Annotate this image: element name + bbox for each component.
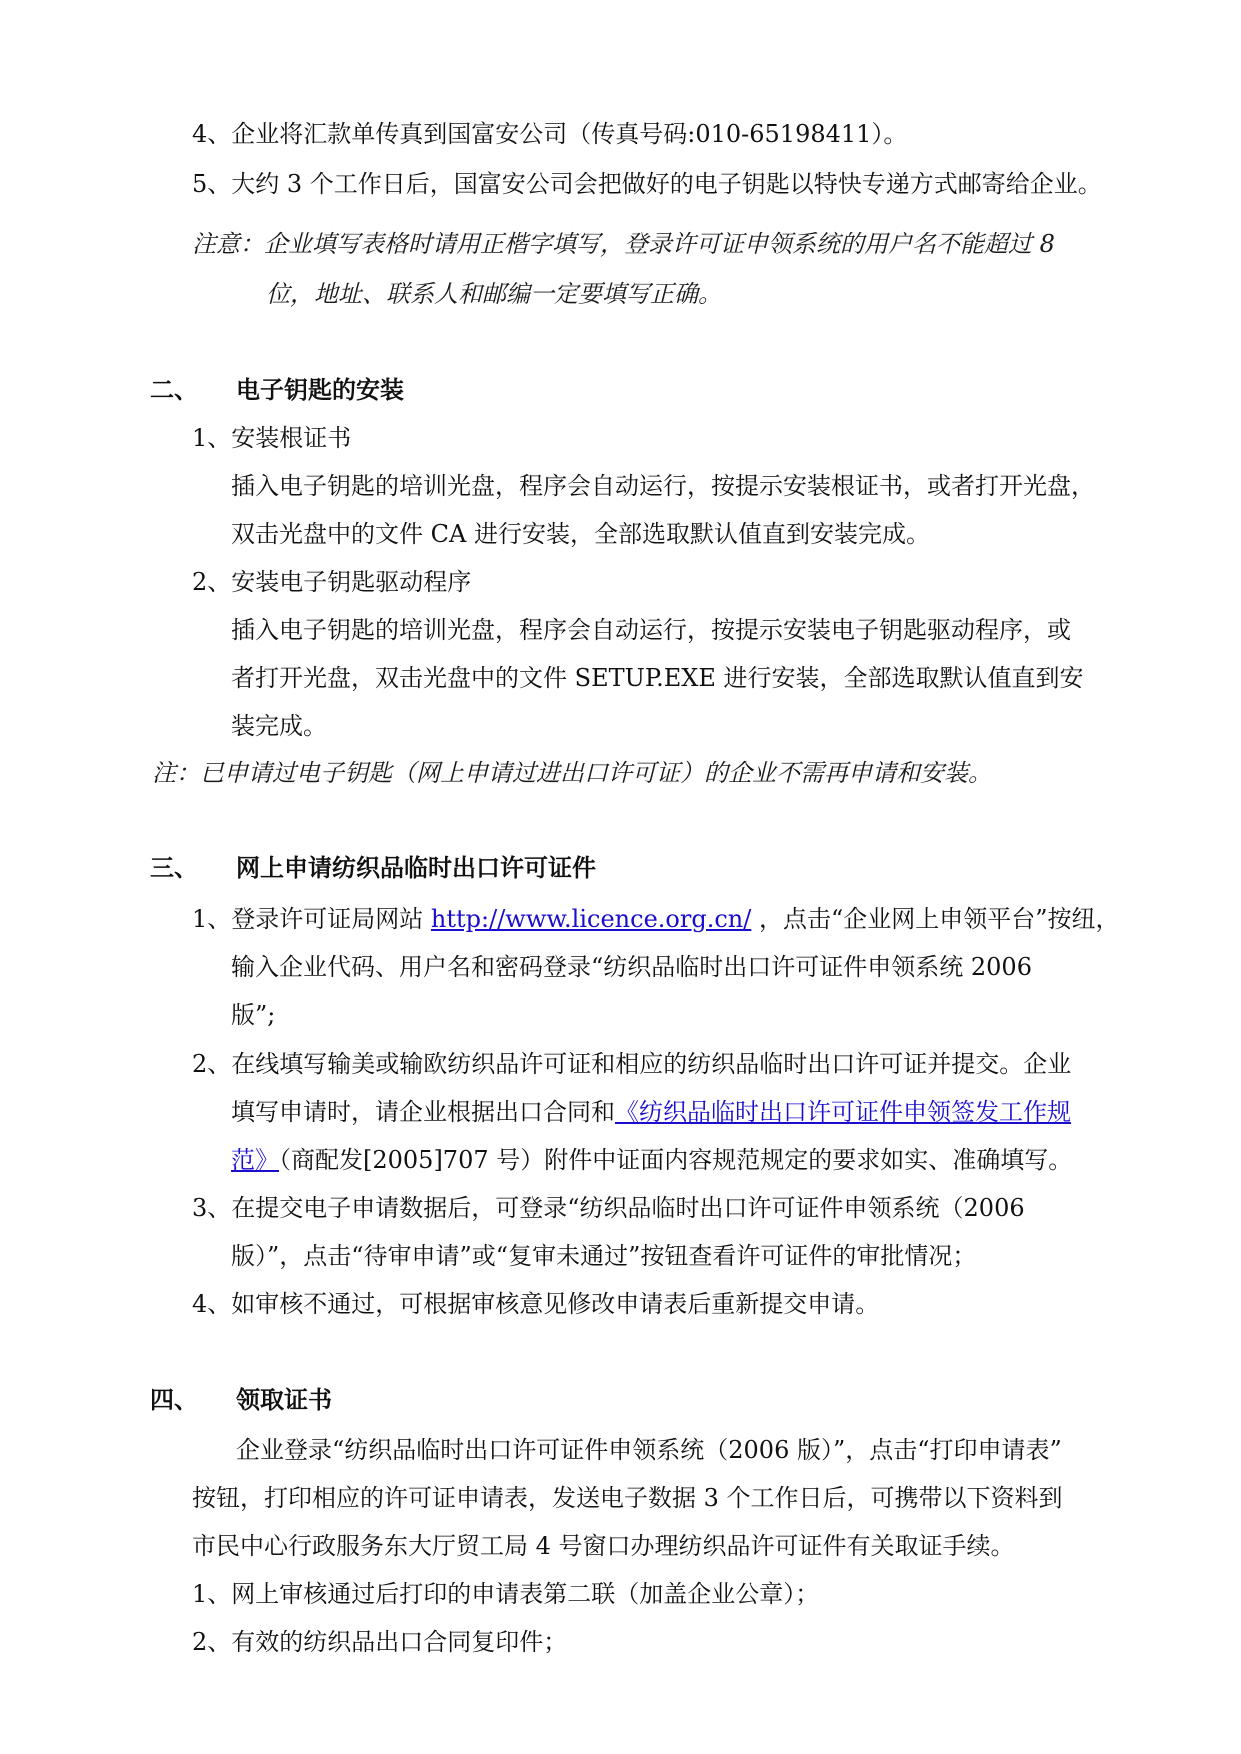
section2-item1-title: 1、安装根证书 — [192, 424, 352, 452]
section3-item2-line3-suffix: （商配发[2005]707 号）附件中证面内容规范规定的要求如实、准确填写。 — [279, 1146, 1073, 1174]
section4-para-line2: 按钮，打印相应的许可证申请表，发送电子数据 3 个工作日后，可携带以下资料到 — [192, 1484, 1063, 1512]
section2-item2-title: 2、安装电子钥匙驱动程序 — [192, 568, 472, 596]
section1-note-line1: 注意：企业填写表格时请用正楷字填写，登录许可证申领系统的用户名不能超过 8 — [192, 230, 1055, 258]
section3-item2-line1: 2、在线填写输美或输欧纺织品许可证和相应的纺织品临时出口许可证并提交。企业 — [192, 1050, 1072, 1078]
section3-heading — [150, 852, 596, 884]
section4-item2: 2、有效的纺织品出口合同复印件； — [192, 1628, 568, 1656]
section3-item2-line2 — [231, 1096, 1071, 1128]
section3-item2-line2-prefix: 填写申请时，请企业根据出口合同和 — [231, 1098, 615, 1126]
section2-title: 电子钥匙的安装 — [236, 376, 404, 404]
section2-item2-line2: 者打开光盘，双击光盘中的文件 SETUP.EXE 进行安装，全部选取默认值直到安 — [231, 664, 1084, 692]
section4-number: 四、 — [150, 1386, 198, 1414]
section4-item1: 1、网上审核通过后打印的申请表第二联（加盖企业公章）； — [192, 1580, 820, 1608]
section3-item4: 4、如审核不通过，可根据审核意见修改申请表后重新提交申请。 — [192, 1290, 880, 1318]
section3-item1-suffix: ，点击“企业网上申领平台”按纽， — [751, 905, 1120, 933]
regulation-document-link[interactable]: 《纺织品临时出口许可证件申领签发工作规 — [615, 1098, 1071, 1126]
section4-para-line3: 市民中心行政服务东大厅贸工局 4 号窗口办理纺织品许可证件有关取证手续。 — [192, 1532, 1015, 1560]
section3-item1-line3: 版”; — [231, 1001, 276, 1029]
section2-heading — [150, 374, 404, 406]
section4-title: 领取证书 — [236, 1386, 332, 1414]
section3-item3-line2: 版）”，点击“待审申请”或“复审未通过”按钮查看许可证件的审批情况； — [231, 1242, 977, 1270]
section4-heading — [150, 1384, 332, 1416]
section1-item4: 4、企业将汇款单传真到国富安公司（传真号码:010-65198411）。 — [192, 120, 908, 148]
section1-note-line2: 位，地址、联系人和邮编一定要填写正确。 — [266, 280, 722, 308]
section3-item2-line3 — [231, 1144, 1072, 1176]
section3-number: 三、 — [150, 854, 198, 882]
section2-item1-line1: 插入电子钥匙的培训光盘，程序会自动运行，按提示安装根证书，或者打开光盘， — [231, 472, 1095, 500]
section2-note: 注：已申请过电子钥匙（网上申请过进出口许可证）的企业不需再申请和安装。 — [152, 759, 992, 787]
section4-para-line1: 企业登录“纺织品临时出口许可证件申领系统（2006 版）”，点击“打印申请表” — [236, 1436, 1062, 1464]
licence-website-link[interactable]: http://www.licence.org.cn/ — [430, 905, 752, 933]
section3-item1-line1 — [192, 903, 1119, 935]
section2-number: 二、 — [150, 376, 198, 404]
regulation-document-link-continued[interactable]: 范》 — [231, 1146, 279, 1174]
section2-item2-line1: 插入电子钥匙的培训光盘，程序会自动运行，按提示安装电子钥匙驱动程序，或 — [231, 616, 1071, 644]
section3-title: 网上申请纺织品临时出口许可证件 — [236, 854, 596, 882]
section3-item1-prefix: 1、登录许可证局网站 — [192, 905, 431, 933]
section2-item2-line3: 装完成。 — [231, 712, 327, 740]
section1-item5: 5、大约 3 个工作日后，国富安公司会把做好的电子钥匙以特快专递方式邮寄给企业。 — [192, 170, 1102, 198]
section3-item3-line1: 3、在提交电子申请数据后，可登录“纺织品临时出口许可证件申领系统（2006 — [192, 1194, 1025, 1222]
section3-item1-line2: 输入企业代码、用户名和密码登录“纺织品临时出口许可证件申领系统 2006 — [231, 953, 1032, 981]
section2-item1-line2: 双击光盘中的文件 CA 进行安装，全部选取默认值直到安装完成。 — [231, 520, 930, 548]
